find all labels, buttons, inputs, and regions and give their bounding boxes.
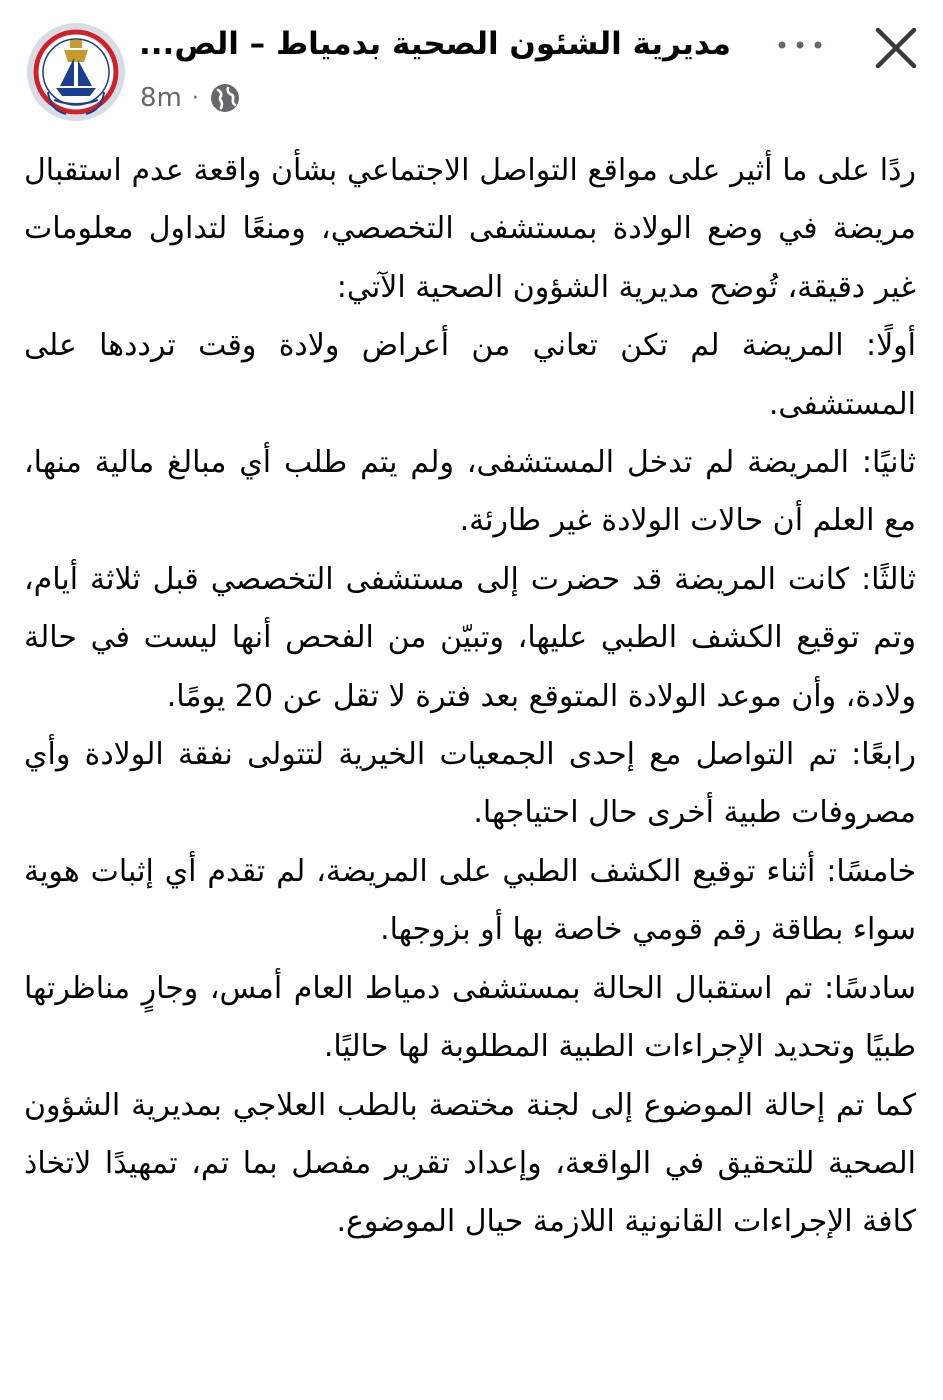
avatar[interactable] [26,22,126,122]
post-paragraph: سادسًا: تم استقبال الحالة بمستشفى دمياط العام أمس، وجارٍ مناظرتها طبيًا وتحديد الإجراءات الطبية المطلوبة لها حاليًا. [24,970,916,1065]
page-name[interactable]: مديرية الشئون الصحية بدمياط – الص... [138,26,731,62]
more-options-button[interactable] [770,28,830,62]
post-paragraph: ثانيًا: المريضة لم تدخل المستشفى، ولم يتم طلب أي مبالغ مالية منها، مع العلم أن حالات الولادة غير طارئة. [24,445,916,539]
post-meta [140,76,241,120]
meta-separator: · [191,85,199,111]
post-paragraph: كما تم إحالة الموضوع إلى لجنة مختصة بالطب العلاجي بمديرية الشؤون الصحية للتحقيق في الواقعة، وإعداد تقرير مفصل بما تم، تمهيدًا لاتخاذ كافة الإجراءات القانونية اللازمة حيال الموضوع. [24,1087,916,1240]
post-header [0,0,943,130]
globe-icon[interactable] [209,82,241,114]
post-paragraph: خامسًا: أثناء توقيع الكشف الطبي على المريضة، لم تقدم أي إثبات هوية سواء بطاقة رقم قومي خاصة بها أو بزوجها. [24,853,916,948]
post-paragraph: رابعًا: تم التواصل مع إحدى الجمعيات الخيرية لتتولى نفقة الولادة وأي مصروفات طبية أخرى حال احتياجها. [24,737,916,831]
post-text [24,142,916,1252]
post-paragraph: ثالثًا: كانت المريضة قد حضرت إلى مستشفى التخصصي قبل ثلاثة أيام، وتم توقيع الكشف الطبي عليها، وتبيّن من الفحص أنها ليست في حالة ولادة، وأن موعد الولادة المتوقع بعد فترة لا تقل عن 20 يومًا. [24,561,916,714]
close-button[interactable] [868,20,924,76]
post-paragraph: أولًا: المريضة لم تكن تعاني من أعراض ولادة وقت ترددها على المستشفى. [24,328,916,422]
close-icon [868,20,924,76]
more-horizontal-icon [770,28,830,62]
health-directorate-logo-icon [26,22,126,122]
post-timestamp[interactable]: 8m [140,83,182,113]
post-paragraph: ردًا على ما أثير على مواقع التواصل الاجتماعي بشأن واقعة عدم استقبال مريضة في وضع الولادة بمستشفى التخصصي، ومنعًا لتداول معلومات غير دقيقة، تُوضح مديرية الشؤون الصحية الآتي: [24,153,916,305]
